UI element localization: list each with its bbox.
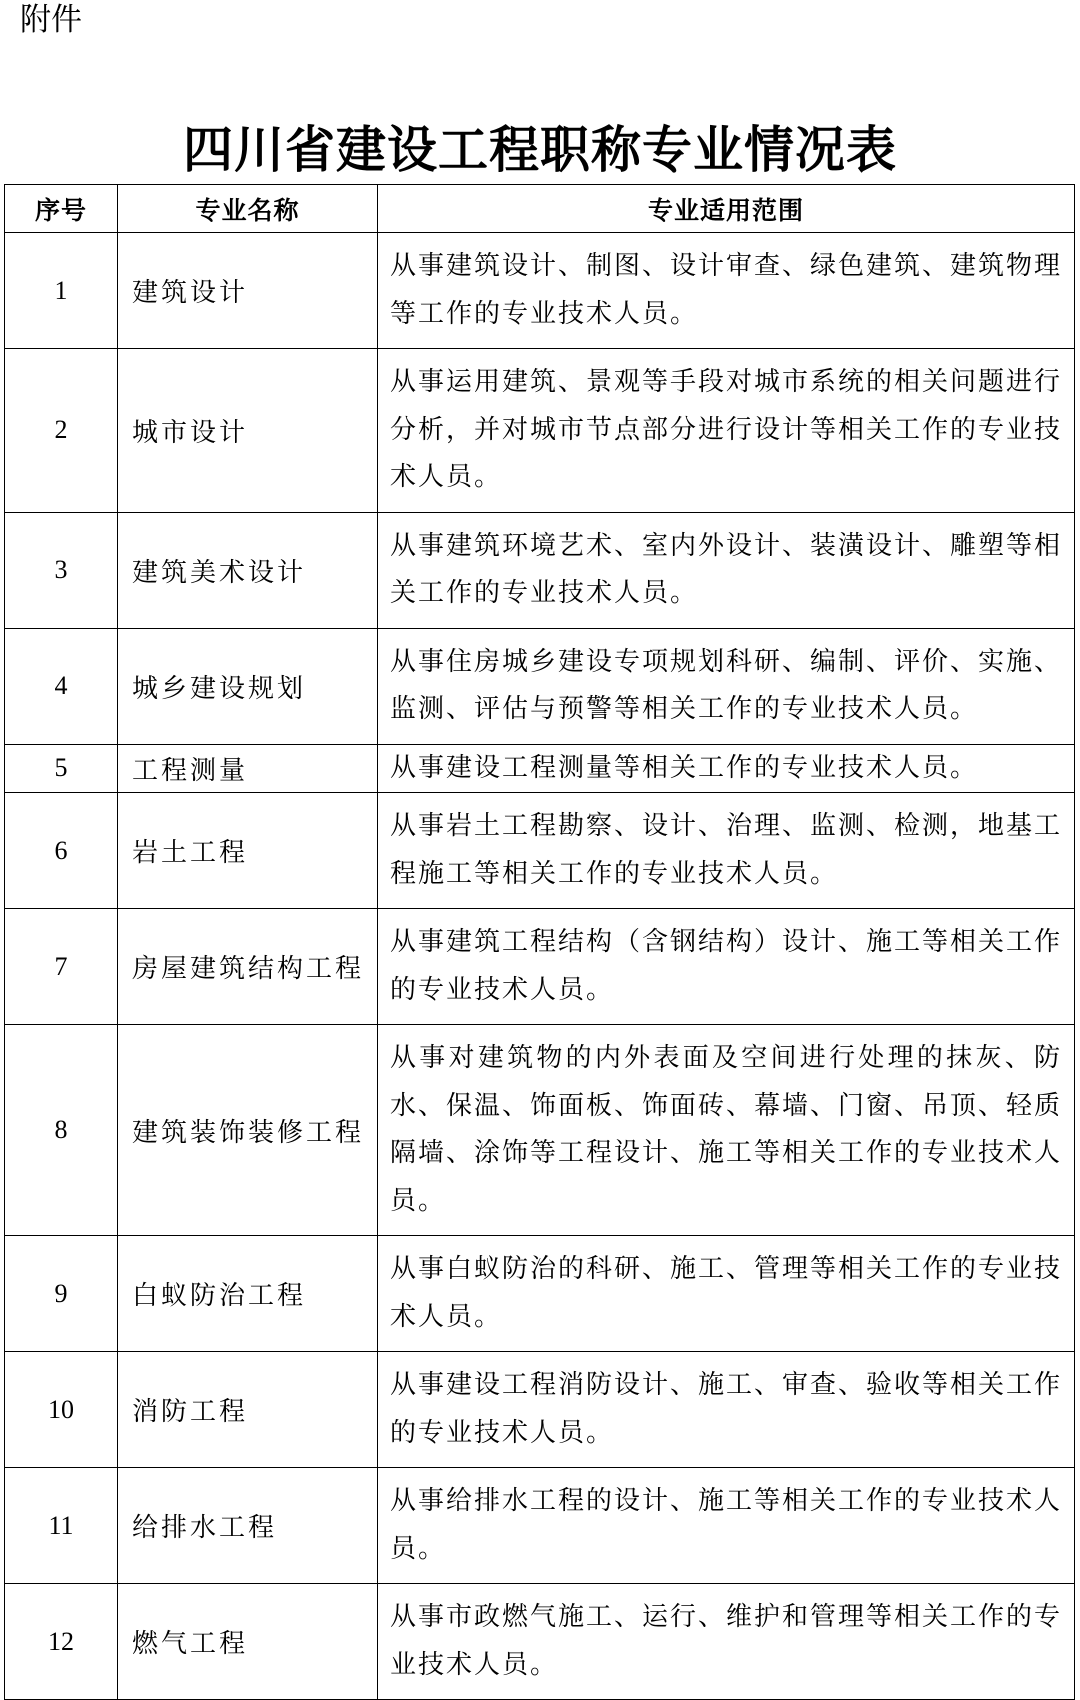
row-scope: 从事建筑设计、制图、设计审查、绿色建筑、建筑物理等工作的专业技术人员。 [378,233,1075,349]
row-no: 6 [5,793,118,909]
row-name: 建筑装饰装修工程 [118,1025,378,1236]
table-row [5,628,1075,744]
row-scope: 从事白蚁防治的科研、施工、管理等相关工作的专业技术人员。 [378,1236,1075,1352]
row-no: 4 [5,628,118,744]
row-scope: 从事住房城乡建设专项规划科研、编制、评价、实施、监测、评估与预警等相关工作的专业技术人员。 [378,628,1075,744]
attachment-label: 附件 [20,2,82,38]
row-no: 10 [5,1352,118,1468]
row-name: 建筑设计 [118,233,378,349]
table-row [5,233,1075,349]
header-name: 专业名称 [118,185,378,233]
row-name: 消防工程 [118,1352,378,1468]
header-scope: 专业适用范围 [378,185,1075,233]
row-scope: 从事给排水工程的设计、施工等相关工作的专业技术人员。 [378,1468,1075,1584]
row-name: 白蚁防治工程 [118,1236,378,1352]
row-no: 12 [5,1584,118,1700]
row-no: 5 [5,744,118,793]
row-scope: 从事建筑环境艺术、室内外设计、装潢设计、雕塑等相关工作的专业技术人员。 [378,512,1075,628]
table-row [5,1025,1075,1236]
row-scope: 从事建筑工程结构（含钢结构）设计、施工等相关工作的专业技术人员。 [378,909,1075,1025]
row-scope: 从事建设工程消防设计、施工、审查、验收等相关工作的专业技术人员。 [378,1352,1075,1468]
row-no: 7 [5,909,118,1025]
table-row [5,909,1075,1025]
table-row [5,744,1075,793]
table-row [5,1352,1075,1468]
row-name: 给排水工程 [118,1468,378,1584]
header-no: 序号 [5,185,118,233]
table-row [5,1468,1075,1584]
specialty-table [4,184,1075,1700]
row-no: 9 [5,1236,118,1352]
row-scope: 从事对建筑物的内外表面及空间进行处理的抹灰、防水、保温、饰面板、饰面砖、幕墙、门窗、吊顶、轻质隔墙、涂饰等工程设计、施工等相关工作的专业技术人员。 [378,1025,1075,1236]
row-scope: 从事岩土工程勘察、设计、治理、监测、检测，地基工程施工等相关工作的专业技术人员。 [378,793,1075,909]
row-name: 岩土工程 [118,793,378,909]
row-no: 8 [5,1025,118,1236]
table-row [5,349,1075,513]
row-name: 房屋建筑结构工程 [118,909,378,1025]
row-no: 3 [5,512,118,628]
table-row [5,793,1075,909]
row-name: 城市设计 [118,349,378,513]
table-row [5,1584,1075,1700]
table-row [5,1236,1075,1352]
table-header-row [5,185,1075,233]
row-scope: 从事建设工程测量等相关工作的专业技术人员。 [378,744,1075,793]
row-scope: 从事市政燃气施工、运行、维护和管理等相关工作的专业技术人员。 [378,1584,1075,1700]
row-name: 燃气工程 [118,1584,378,1700]
row-no: 11 [5,1468,118,1584]
row-scope: 从事运用建筑、景观等手段对城市系统的相关问题进行分析，并对城市节点部分进行设计等相关工作的专业技术人员。 [378,349,1075,513]
table-row [5,512,1075,628]
row-no: 1 [5,233,118,349]
row-no: 2 [5,349,118,513]
document-title: 四川省建设工程职称专业情况表 [183,121,897,179]
row-name: 建筑美术设计 [118,512,378,628]
row-name: 工程测量 [118,744,378,793]
row-name: 城乡建设规划 [118,628,378,744]
